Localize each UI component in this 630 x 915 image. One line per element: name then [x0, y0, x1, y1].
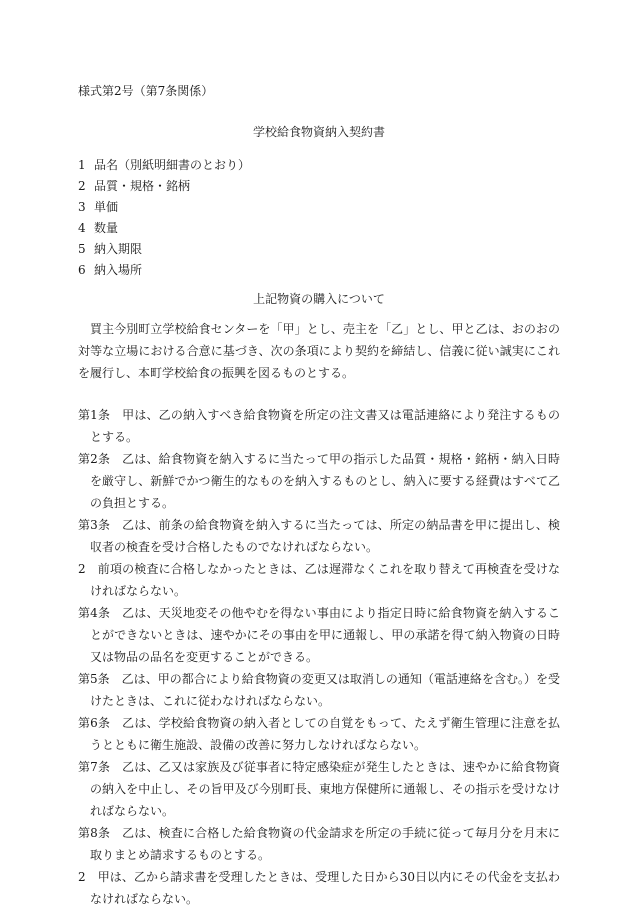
item-text: 単価 — [94, 200, 119, 214]
article-text: 乙は、天災地変その他やむを得ない事由により指定日時に給食物資を納入することができないときは、速やかにその事由を甲に通報し、甲の承諾を得て納入物資の日時又は物品の品名を変更することができる。 — [90, 606, 560, 664]
article-text: 乙は、乙又は家族及び従事者に特定感染症が発生したときは、速やかに給食物資の納入を中止し、その旨甲及び今別町長、東地方保健所に通報し、その指示を受けなければならない。 — [90, 760, 560, 818]
article — [78, 514, 560, 558]
article — [78, 404, 560, 448]
article-paragraph — [78, 558, 560, 602]
article-text: 乙は、学校給食物資の納入者としての自覚をもって、たえず衛生管理に注意を払うとともに衛生施設、設備の改善に努力しなければならない。 — [90, 716, 560, 752]
item-number: 2 — [78, 179, 86, 193]
article-list — [78, 404, 560, 910]
article-text: 乙は、給食物資を納入するに当たって甲の指示した品質・規格・銘柄・納入日時を厳守し、新鮮でかつ衛生的なものを納入するものとし、納入に要する経費はすべて乙の負担とする。 — [90, 452, 560, 510]
article-number: 第7条 — [78, 760, 111, 774]
item-text: 納入期限 — [94, 242, 143, 256]
article-number: 第6条 — [78, 716, 111, 730]
list-item — [78, 260, 250, 281]
article-text: 甲は、乙から請求書を受理したときは、受理した日から30日以内にその代金を支払わなければならない。 — [90, 870, 560, 906]
list-item — [78, 218, 250, 239]
article — [78, 602, 560, 668]
article-number: 第4条 — [78, 606, 111, 620]
intro-paragraph: 買主今別町立学校給食センターを「甲」とし、売主を「乙」とし、甲と乙は、おのおの対等な立場における合意に基づき、次の条項により契約を締結し、信義に従い誠実にこれを履行し、本町学校給食の振興を図るものとする。 — [78, 322, 560, 380]
item-number: 3 — [78, 200, 86, 214]
article — [78, 448, 560, 514]
item-number: 1 — [78, 158, 86, 172]
item-text: 数量 — [94, 221, 119, 235]
article-number: 第5条 — [78, 672, 110, 686]
list-item — [78, 176, 250, 197]
list-item — [78, 239, 250, 260]
article-number: 第2条 — [78, 452, 111, 466]
item-number: 6 — [78, 263, 86, 277]
paragraph-number: 2 — [78, 562, 86, 576]
document-title: 学校給食物資納入契約書 — [252, 125, 385, 139]
item-number: 5 — [78, 242, 86, 256]
article-number: 第8条 — [78, 826, 111, 840]
form-label: 様式第2号（第7条関係） — [78, 84, 214, 98]
item-text: 品質・規格・銘柄 — [94, 179, 191, 193]
item-list — [78, 155, 250, 281]
article-text: 乙は、検査に合格した給食物資の代金請求を所定の手続に従って毎月分を月末に取りまとめ請求するものとする。 — [90, 826, 560, 862]
article — [78, 756, 560, 822]
item-number: 4 — [78, 221, 86, 235]
article-text: 甲は、乙の納入すべき給食物資を所定の注文書又は電話連絡により発注するものとする。 — [90, 408, 560, 444]
section-subtitle: 上記物資の購入について — [253, 292, 385, 306]
article-text: 乙は、甲の都合により給食物資の変更又は取消しの通知（電話連絡を含む。）を受けたときは、これに従わなければならない。 — [90, 672, 560, 708]
article-paragraph — [78, 866, 560, 910]
article-text: 前項の検査に合格しなかったときは、乙は遅滞なくこれを取り替えて再検査を受けなければならない。 — [90, 562, 560, 598]
item-text: 納入場所 — [94, 263, 143, 277]
article — [78, 712, 560, 756]
list-item — [78, 155, 250, 176]
article-number: 第3条 — [78, 518, 111, 532]
article — [78, 668, 560, 712]
article — [78, 822, 560, 866]
paragraph-number: 2 — [78, 870, 86, 884]
item-text: 品名（別紙明細書のとおり） — [94, 158, 251, 172]
article-number: 第1条 — [78, 408, 111, 422]
article-text: 乙は、前条の給食物資を納入するに当たっては、所定の納品書を甲に提出し、検収者の検査を受け合格したものでなければならない。 — [90, 518, 560, 554]
list-item — [78, 197, 250, 218]
